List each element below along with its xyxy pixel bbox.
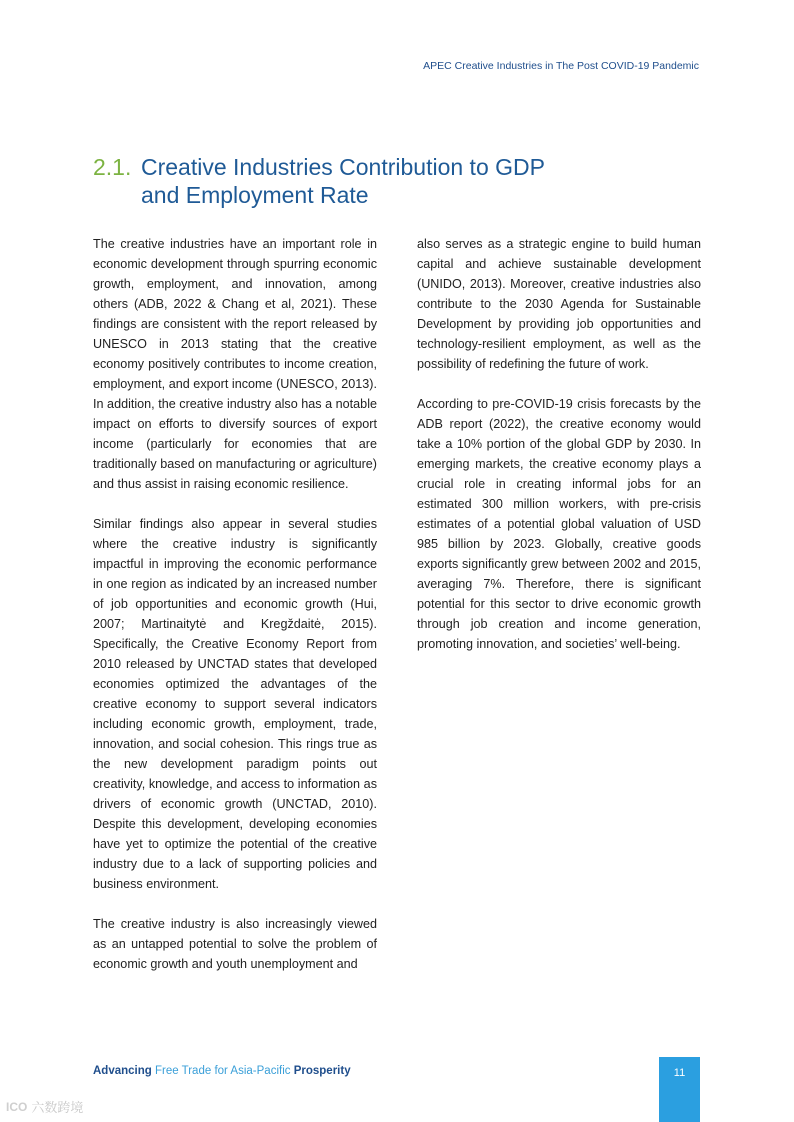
tagline-advancing: Advancing xyxy=(93,1065,152,1077)
running-header: APEC Creative Industries in The Post COVID-19 Pandemic xyxy=(423,60,699,72)
paragraph: The creative industries have an important role in economic development through spurring economic growth, employment, and innovation, among others (ADB, 2022 & Chang et al, 2021). These findings are consistent with the report released by UNESCO in 2013 stating that the creative economy positively contributes to income creation, employment, and export income (UNESCO, 2013). In addition, the creative industry also has a notable impact on efforts to diversify sources of export income (particularly for economies that are traditionally based on manufacturing or agriculture) and thus assist in raising economic resilience. xyxy=(93,237,377,491)
paragraph: The creative industry is also increasingly viewed as an untapped potential to solve the problem of economic growth and youth unemployment and xyxy=(93,917,377,971)
page-number: 11 xyxy=(673,1067,686,1079)
section-title xyxy=(141,153,545,209)
tagline-prosperity: Prosperity xyxy=(293,1065,351,1077)
right-column xyxy=(417,234,701,654)
watermark xyxy=(6,1097,83,1116)
paragraph: also serves as a strategic engine to build human capital and achieve sustainable development (UNIDO, 2013). Moreover, creative industries also contribute to the 2030 Agenda for Sustainable Development by providing job opportunities and technology-resilient employment, as well as the possibility of redefining the future of work. xyxy=(417,237,701,371)
section-number: 2.1. xyxy=(93,154,132,180)
section-heading xyxy=(93,153,653,209)
footer-tagline xyxy=(93,1065,351,1077)
watermark-logo-icon: ICO xyxy=(6,1099,28,1114)
watermark-text: 六数跨境 xyxy=(31,1100,84,1115)
tagline-middle: Free Trade for Asia-Pacific xyxy=(155,1065,291,1077)
section-title-line-2: and Employment Rate xyxy=(141,182,369,208)
section-title-line-1: Creative Industries Contribution to GDP xyxy=(141,154,545,180)
paragraph: Similar findings also appear in several studies where the creative industry is significantly impactful in improving the economic performance in one region as indicated by an increased number of job opportunities and economic growth (Hui, 2007; Martinaitytė and Kregždaitė, 2015). Specifically, the Creative Economy Report from 2010 released by UNCTAD states that developed economies optimized the advantages of the creative economy to support several indicators including economic growth, employment, trade, innovation, and social cohesion. This rings true as the new development paradigm points out creativity, knowledge, and access to information as drivers of economic growth (UNCTAD, 2010). Despite this development, developing economies have yet to optimize the potential of the creative industry due to a lack of supporting policies and business environment. xyxy=(93,517,377,891)
page-number-box xyxy=(659,1057,700,1122)
paragraph: According to pre-COVID-19 crisis forecasts by the ADB report (2022), the creative economy would take a 10% portion of the global GDP by 2030. In emerging markets, the creative economy plays a crucial role in creating informal jobs for an estimated 300 million workers, with pre-crisis estimates of a potential global valuation of USD 985 billion by 2023. Globally, creative goods exports significantly grew between 2002 and 2015, averaging 7%. Therefore, there is significant potential for this sector to drive economic growth through job creation and income generation, promoting innovation, and societies’ well-being. xyxy=(417,397,701,651)
left-column xyxy=(93,234,377,974)
